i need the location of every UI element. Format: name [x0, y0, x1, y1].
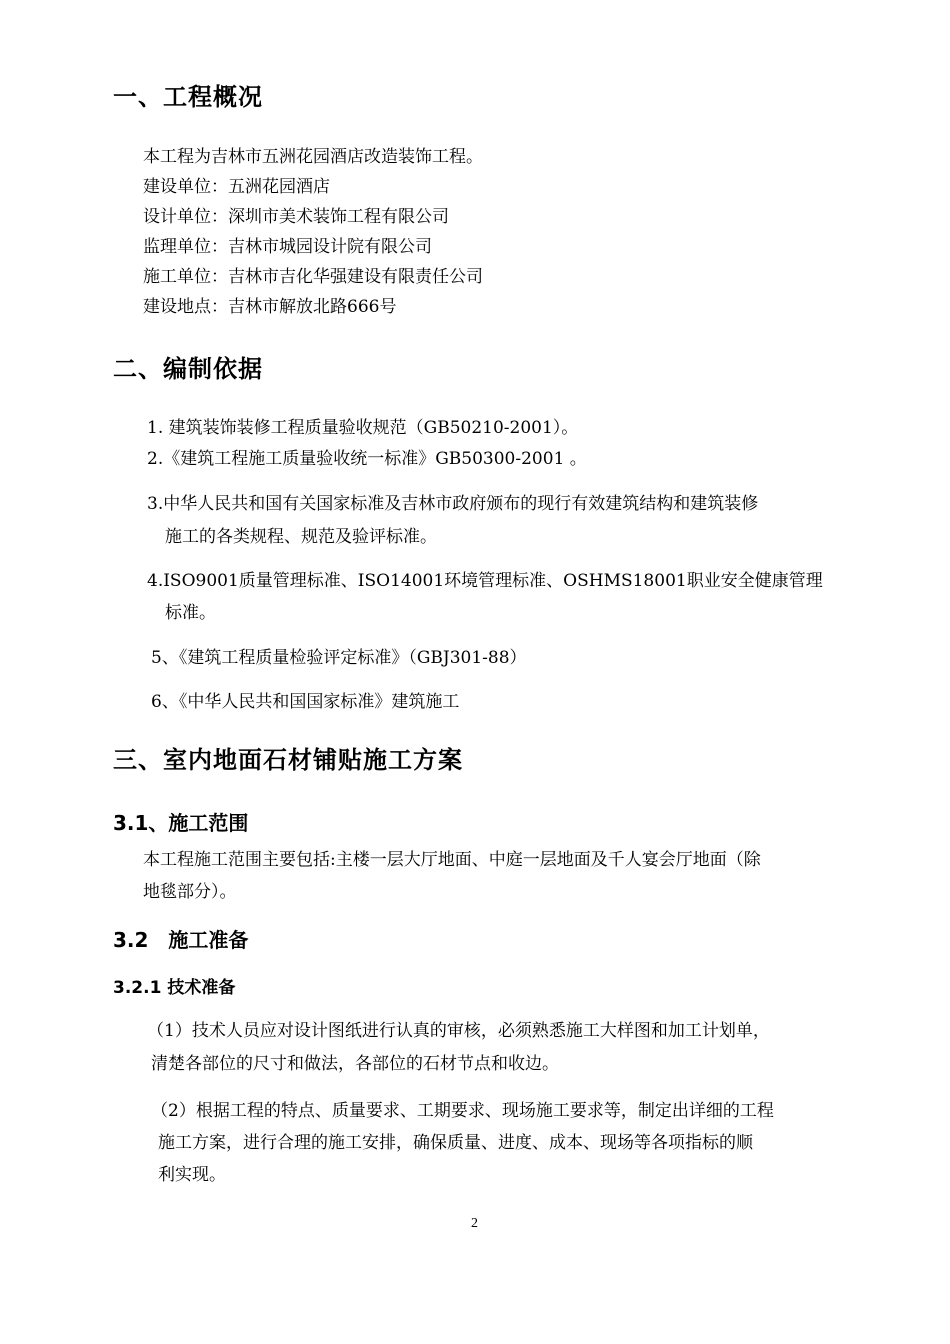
- tech-prep-p2-line-2: 施工方案，进行合理的施工安排，确保质量、进度、成本、现场等各项指标的顺: [158, 1133, 753, 1153]
- tech-prep-p1-line-2: 清楚各部位的尺寸和做法，各部位的石材节点和收边。: [151, 1054, 559, 1074]
- section-1-heading: 一、工程概况: [113, 83, 263, 111]
- basis-item-4: 4.ISO9001质量管理标准、ISO14001环境管理标准、OSHMS18001职业安全健康管理: [147, 571, 823, 591]
- section-2-heading: 二、编制依据: [113, 355, 263, 383]
- tech-prep-p2-line-3: 利实现。: [158, 1165, 226, 1185]
- basis-item-3-cont: 施工的各类规程、规范及验评标准。: [165, 527, 437, 547]
- basis-item-2: 2.《建筑工程施工质量验收统一标准》GB50300-2001 。: [147, 449, 587, 469]
- section-3-heading: 三、室内地面石材铺贴施工方案: [113, 746, 463, 774]
- basis-item-4-cont: 标准。: [165, 603, 216, 623]
- scope-line-2: 地毯部分）。: [143, 882, 237, 902]
- section-3-1-heading: 3.1、施工范围: [113, 811, 249, 835]
- supervisor-line: 监理单位：吉林市城园设计院有限公司: [143, 237, 432, 257]
- tech-prep-p2-line-1: （2）根据工程的特点、质量要求、工期要求、现场施工要求等，制定出详细的工程: [151, 1101, 774, 1121]
- basis-item-6: 6、《中华人民共和国国家标准》建筑施工: [151, 692, 460, 712]
- page-number: 2: [471, 1216, 478, 1231]
- basis-item-5: 5、《建筑工程质量检验评定标准》（GBJ301-88）: [151, 648, 527, 668]
- basis-item-3: 3.中华人民共和国有关国家标准及吉林市政府颁布的现行有效建筑结构和建筑装修: [147, 494, 759, 514]
- contractor-line: 施工单位：吉林市吉化华强建设有限责任公司: [143, 267, 483, 287]
- section-3-2-1-heading: 3.2.1 技术准备: [113, 978, 236, 998]
- location-line: 建设地点：吉林市解放北路666号: [143, 297, 397, 317]
- project-overview-line: 本工程为吉林市五洲花园酒店改造装饰工程。: [143, 147, 483, 167]
- owner-line: 建设单位：五洲花园酒店: [143, 177, 330, 197]
- basis-item-1: 1. 建筑装饰装修工程质量验收规范（GB50210-2001）。: [147, 418, 579, 438]
- tech-prep-p1-line-1: （1）技术人员应对设计图纸进行认真的审核，必须熟悉施工大样图和加工计划单，: [147, 1021, 770, 1041]
- scope-line-1: 本工程施工范围主要包括:主楼一层大厅地面、中庭一层地面及千人宴会厅地面（除: [143, 850, 761, 870]
- section-3-2-heading: 3.2 施工准备: [113, 928, 249, 952]
- designer-line: 设计单位：深圳市美术装饰工程有限公司: [143, 207, 449, 227]
